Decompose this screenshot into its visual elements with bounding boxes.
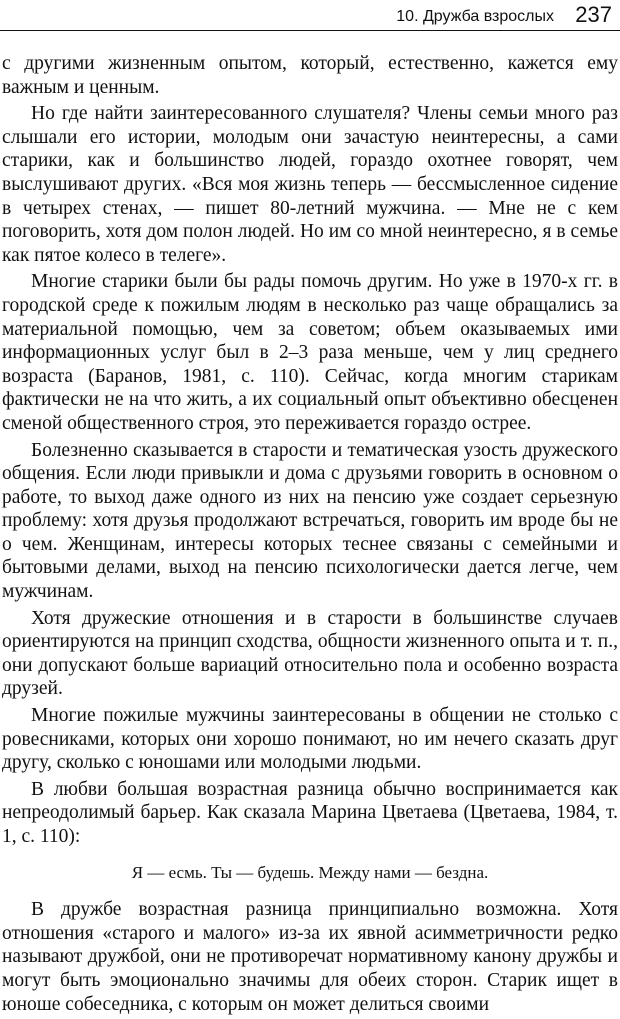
paragraph: В дружбе возрастная разница принципиально возможна. Хотя отношения «старого и малого» из-за их явной асимметричности редко называют дружбой, они не противоречат нормативному канону дружбы и могут быть эмоционально значимы для обеих сторон. Старик ищет в юноше собеседника, с которым он может делиться своими bbox=[2, 899, 618, 1015]
paragraph: В любви большая возрастная разница обычно воспринимается как непреодолимый барьер. Как сказала Марина Цветаева (Цветаева, 1984, т. 1, с. 110): bbox=[2, 778, 618, 847]
paragraph: с другими жизненным опытом, который, естественно, кажется ему важным и ценным. bbox=[2, 53, 618, 98]
paragraph: Многие старики были бы рады помочь другим. Но уже в 1970-х гг. в городской среде к пожилым людям в несколько раз чаще обращались за материальной помощью, чем за советом; объем оказываемых ими информационных услуг был в 2–3 раза меньше, чем у лиц среднего возраста (Баранов, 1981, с. 110). Сейчас, когда многим старикам фактически не на что жить, а их социальный опыт объективно обесценен сменой общественного строя, это переживается гораздо острее. bbox=[2, 271, 618, 434]
quote: Я — есмь. Ты — будешь. Между нами — бездна. bbox=[131, 862, 489, 882]
page-header bbox=[0, 0, 620, 38]
paragraph: Но где найти заинтересованного слушателя? Члены семьи много раз слышали его истории, молодым они зачастую неинтересны, а сами старики, как и большинство людей, гораздо охотнее говорят, чем выслушивают других. «Вся моя жизнь теперь — бессмысленное сидение в четырех стенах, — пишет 80-летний мужчина. — Мне не с кем поговорить, хотя дом полон людей. Но им со мной неинтересно, я в семье как пятое колесо в телеге». bbox=[2, 103, 618, 266]
running-head: 10. Дружба взрослых bbox=[396, 8, 554, 25]
paragraph: Болезненно сказывается в старости и тематическая узость дружеского общения. Если люди привыкли и дома с друзьями говорить в основном о работе, то выход даже одного из них на пенсию уже создает серьезную проблему: хотя друзья продолжают встречаться, говорить им вроде бы не о чем. Женщинам, интересы которых теснее связаны с семейными и бытовыми делами, выход на пенсию психологически дается легче, чем мужчинам. bbox=[2, 439, 618, 603]
body-text bbox=[2, 52, 618, 1019]
header-rule bbox=[0, 30, 620, 31]
paragraph: Хотя дружеские отношения и в старости в большинстве случаев ориентируются на принцип сходства, общности жизненного опыта и т. п., они допускают больше вариаций относительно пола и особенно возраста друзей. bbox=[2, 607, 618, 700]
paragraph: Многие пожилые мужчины заинтересованы в общении не столько с ровесниками, которых они хорошо понимают, но им нечего сказать друг другу, сколько с юношами или молодыми людьми. bbox=[2, 705, 618, 774]
page-number: 237 bbox=[575, 2, 612, 27]
